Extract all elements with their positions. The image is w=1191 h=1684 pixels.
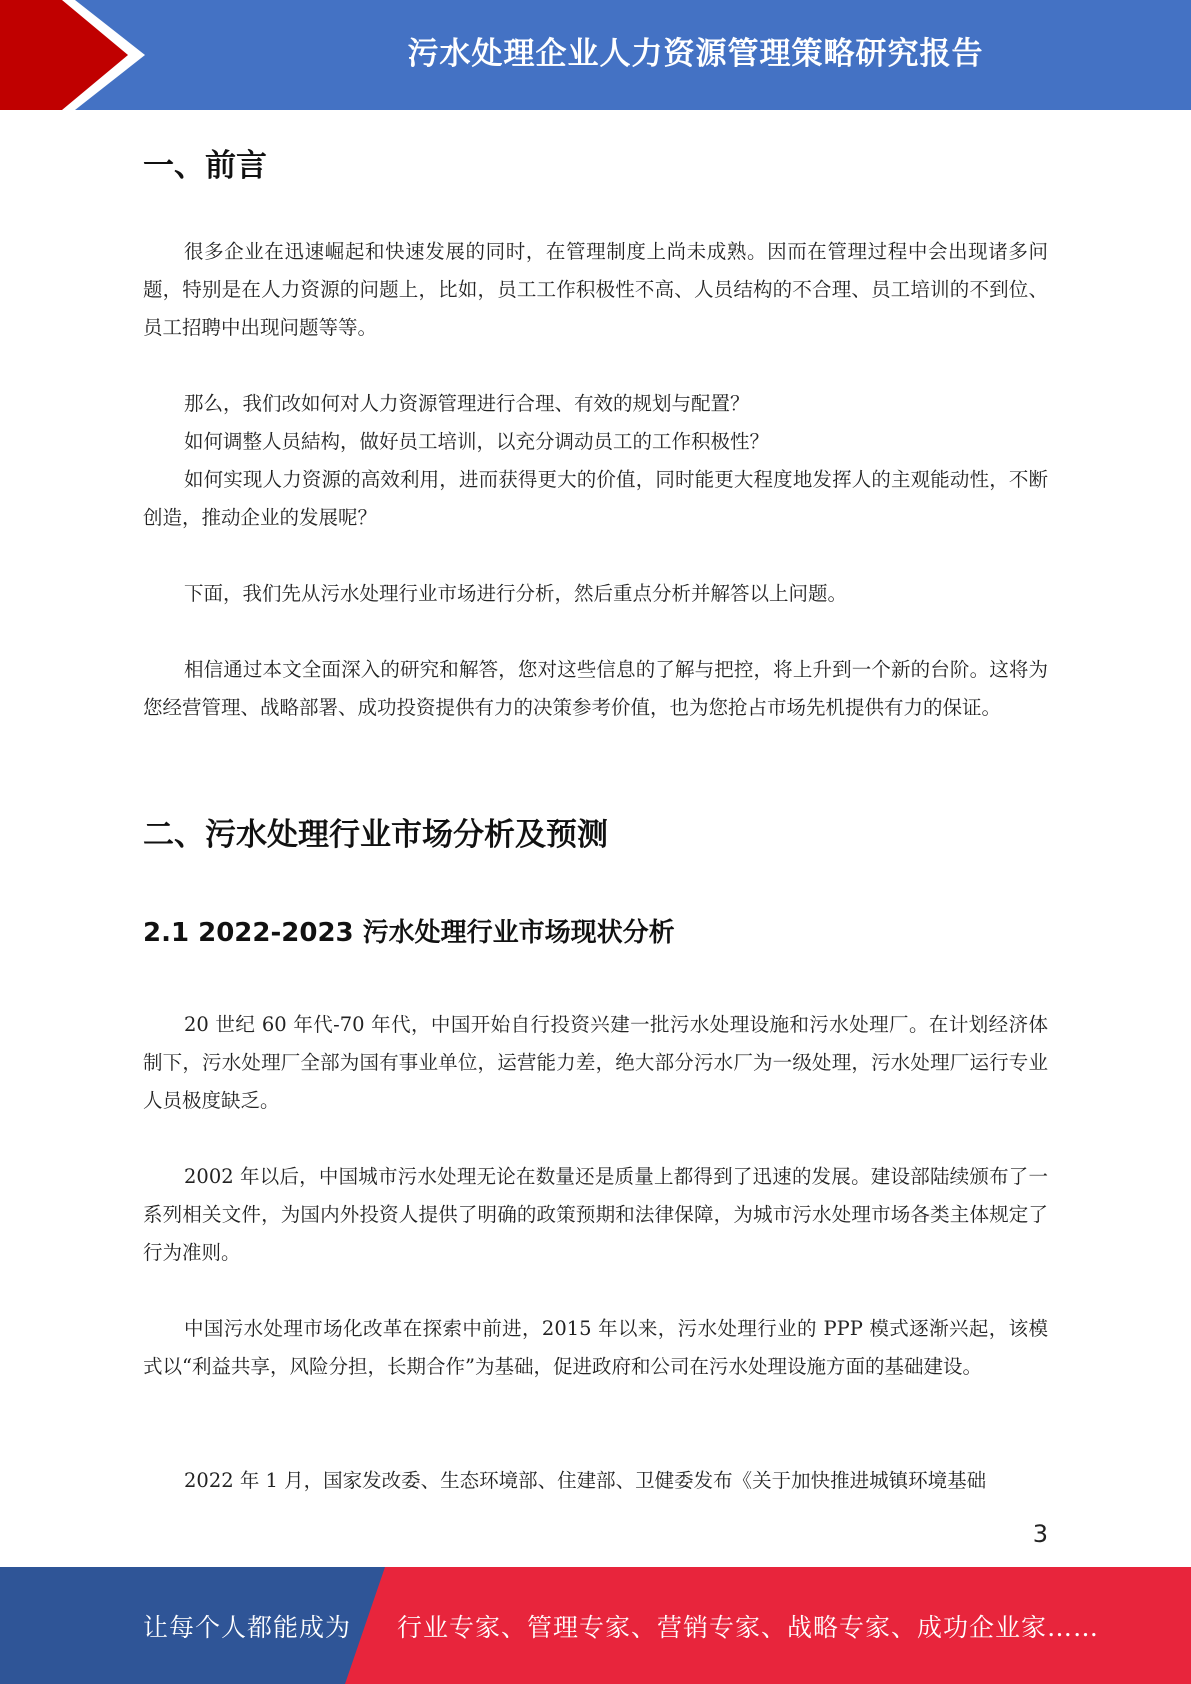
paragraph: 中国污水处理市场化改革在探索中前进，2015 年以来，污水处理行业的 PPP 模式逐渐兴起，该模式以“利益共享，风险分担，长期合作”为基础，促进政府和公司在污水处理设施方面的基础建设。	[143, 1317, 1048, 1378]
subsection-heading: 2.1 2022-2023 污水处理行业市场现状分析	[143, 918, 675, 948]
header-banner	[0, 0, 1191, 110]
footer-banner	[0, 1567, 1191, 1684]
paragraph: 2022 年 1 月，国家发改委、生态环境部、住建部、卫健委发布《关于加快推进城镇环境基础	[184, 1469, 987, 1492]
paragraph: 2002 年以后，中国城市污水处理无论在数量还是质量上都得到了迅速的发展。建设部陆续颁布了一系列相关文件，为国内外投资人提供了明确的政策预期和法律保障，为城市污水处理市场各类主体规定了行为准则。	[143, 1165, 1048, 1264]
paragraph: 下面，我们先从污水处理行业市场进行分析，然后重点分析并解答以上问题。	[184, 582, 848, 605]
report-title: 污水处理企业人力资源管理策略研究报告	[407, 35, 984, 72]
footer-slogan-right: 行业专家、管理专家、营销专家、战略专家、成功企业家……	[397, 1612, 1100, 1642]
footer-slogan-left: 让每个人都能成为	[143, 1612, 352, 1642]
paragraph: 如何调整人员結构，做好员工培训，以充分调动员工的工作积极性？	[184, 430, 770, 453]
section-heading-market-analysis: 二、污水处理行业市场分析及预测	[143, 817, 608, 853]
paragraph: 那么，我们改如何对人力资源管理进行合理、有效的规划与配置？	[184, 392, 750, 415]
page-number: 3	[1032, 1520, 1048, 1548]
paragraph: 20 世纪 60 年代-70 年代，中国开始自行投资兴建一批污水处理设施和污水处理厂。在计划经济体制下，污水处理厂全部为国有事业单位，运营能力差，绝大部分污水厂为一级处理，污水处理厂运行专业人员极度缺乏。	[143, 1013, 1048, 1112]
paragraph: 相信通过本文全面深入的研究和解答，您对这些信息的了解与把控，将上升到一个新的台阶。这将为您经营管理、战略部署、成功投资提供有力的决策参考价值，也为您抢占市场先机提供有力的保证。	[143, 658, 1048, 719]
paragraph: 很多企业在迅速崛起和快速发展的同时，在管理制度上尚未成熟。因而在管理过程中会出现诸多问题，特别是在人力资源的问题上，比如，员工工作积极性不高、人员结构的不合理、员工培训的不到位、员工招聘中出现问题等等。	[143, 240, 1048, 339]
section-heading-preface: 一、前言	[143, 148, 267, 184]
paragraph: 如何实现人力资源的高效利用，进而获得更大的价值，同时能更大程度地发挥人的主观能动性，不断创造，推动企业的发展呢？	[143, 468, 1048, 529]
